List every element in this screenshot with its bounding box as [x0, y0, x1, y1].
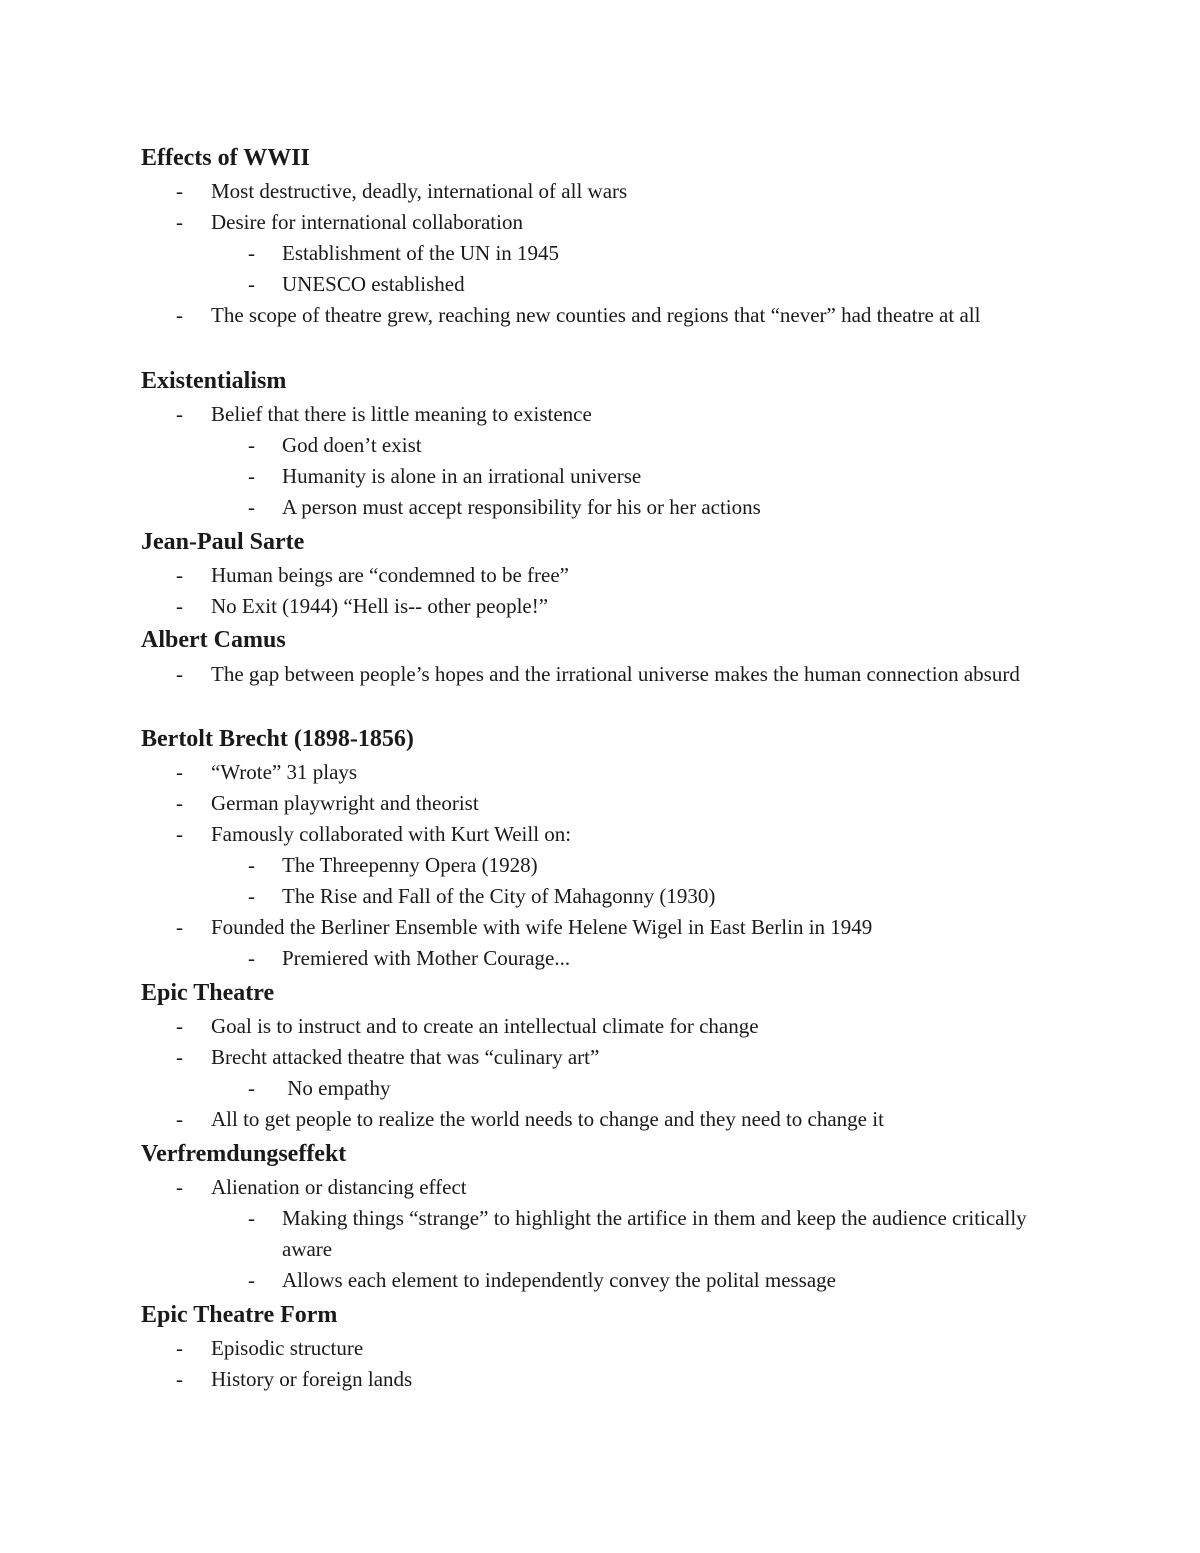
- bullet-dash: -: [176, 1175, 183, 1199]
- list-item: [176, 1104, 1056, 1135]
- list-item: [176, 1364, 1056, 1395]
- list-item: [248, 943, 1048, 974]
- list-item-text: History or foreign lands: [211, 1367, 413, 1391]
- list-item: [176, 659, 1056, 690]
- bullet-dash: -: [176, 822, 183, 846]
- list-item: [248, 238, 1048, 269]
- list-item: [248, 461, 1048, 492]
- list-item-text: Establishment of the UN in 1945: [282, 241, 560, 265]
- list-item: [176, 912, 1056, 943]
- section-heading: Effects of WWII: [141, 145, 310, 171]
- bullet-dash: -: [176, 563, 183, 587]
- bullet-dash: -: [176, 1014, 183, 1038]
- bullet-dash: -: [176, 179, 183, 203]
- bullet-dash: -: [248, 946, 255, 970]
- list-item-text: Founded the Berliner Ensemble with wife Helene Wigel in East Berlin in 1949: [211, 915, 873, 939]
- bullet-dash: -: [176, 760, 183, 784]
- list-item-text: German playwright and theorist: [211, 791, 479, 815]
- list-item-text: Famously collaborated with Kurt Weill on:: [211, 822, 572, 846]
- bullet-dash: -: [248, 1268, 255, 1292]
- list-item-text: The Threepenny Opera (1928): [282, 853, 538, 877]
- list-item: [176, 591, 1056, 622]
- bullet-dash: -: [176, 1367, 183, 1391]
- list-item: [248, 1265, 1048, 1296]
- bullet-dash: -: [176, 402, 183, 426]
- section-heading: Albert Camus: [141, 627, 286, 653]
- list-item-text: Most destructive, deadly, international of all wars: [211, 179, 628, 203]
- bullet-dash: -: [248, 272, 255, 296]
- list-item: [176, 399, 1056, 430]
- list-item: [248, 881, 1048, 912]
- list-item-text: The gap between people’s hopes and the irrational universe makes the human connection absurd: [211, 662, 1020, 686]
- list-item-text: No Exit (1944) “Hell is-- other people!”: [211, 594, 549, 618]
- list-item-text: Humanity is alone in an irrational universe: [282, 464, 642, 488]
- list-item-text: A person must accept responsibility for his or her actions: [282, 495, 761, 519]
- bullet-dash: -: [176, 1045, 183, 1069]
- bullet-dash: -: [248, 433, 255, 457]
- list-item-text: Alienation or distancing effect: [211, 1175, 467, 1199]
- bullet-dash: -: [176, 210, 183, 234]
- list-item: [176, 1042, 1056, 1073]
- section-heading: Epic Theatre Form: [141, 1302, 338, 1328]
- bullet-dash: -: [248, 1206, 255, 1230]
- list-item: [248, 1203, 1038, 1265]
- bullet-dash: -: [248, 241, 255, 265]
- bullet-dash: -: [176, 303, 183, 327]
- list-item-text: Brecht attacked theatre that was “culinary art”: [211, 1045, 600, 1069]
- list-item: [248, 269, 1048, 300]
- bullet-dash: -: [248, 495, 255, 519]
- list-item: [248, 850, 1048, 881]
- list-item-text: The Rise and Fall of the City of Mahagonny (1930): [282, 884, 716, 908]
- list-item: [176, 1011, 1056, 1042]
- list-item-text: All to get people to realize the world needs to change and they need to change it: [211, 1107, 884, 1131]
- list-item: [176, 1172, 1056, 1203]
- section-heading: Verfremdungseffekt: [141, 1141, 347, 1167]
- bullet-dash: -: [176, 1107, 183, 1131]
- list-item: [248, 1073, 1048, 1104]
- list-item-text: “Wrote” 31 plays: [211, 760, 358, 784]
- list-item: [176, 1333, 1056, 1364]
- bullet-dash: -: [248, 884, 255, 908]
- list-item: [176, 819, 1056, 850]
- list-item: [176, 788, 1056, 819]
- bullet-dash: -: [176, 594, 183, 618]
- list-item: [176, 176, 1056, 207]
- list-item-text: God doen’t exist: [282, 433, 422, 457]
- list-item-text: Human beings are “condemned to be free”: [211, 563, 570, 587]
- list-item-text: UNESCO established: [282, 272, 465, 296]
- section-heading: Epic Theatre: [141, 980, 275, 1006]
- list-item: [176, 207, 1056, 238]
- bullet-dash: -: [176, 915, 183, 939]
- list-item-text: Allows each element to independently convey the polital message: [282, 1268, 836, 1292]
- list-item-text: Premiered with Mother Courage...: [282, 946, 571, 970]
- list-item-text: No empathy: [282, 1076, 391, 1100]
- list-item-text: Belief that there is little meaning to existence: [211, 402, 592, 426]
- list-item: [176, 757, 1056, 788]
- list-item: [248, 492, 1048, 523]
- list-item: [248, 430, 1048, 461]
- section-heading: Bertolt Brecht (1898-1856): [141, 726, 414, 752]
- list-item: [176, 300, 1036, 331]
- list-item-text: The scope of theatre grew, reaching new counties and regions that “never” had theatre at all: [211, 303, 981, 327]
- bullet-dash: -: [176, 662, 183, 686]
- list-item-text: Episodic structure: [211, 1336, 364, 1360]
- section-heading: Jean-Paul Sarte: [141, 529, 305, 555]
- bullet-dash: -: [176, 1336, 183, 1360]
- bullet-dash: -: [248, 464, 255, 488]
- list-item: [176, 560, 1056, 591]
- list-item-text: Making things “strange” to highlight the artifice in them and keep the audience critically aware: [282, 1206, 1027, 1261]
- bullet-dash: -: [176, 791, 183, 815]
- bullet-dash: -: [248, 1076, 255, 1100]
- list-item-text: Desire for international collaboration: [211, 210, 523, 234]
- bullet-dash: -: [248, 853, 255, 877]
- section-heading: Existentialism: [141, 368, 287, 394]
- list-item-text: Goal is to instruct and to create an intellectual climate for change: [211, 1014, 759, 1038]
